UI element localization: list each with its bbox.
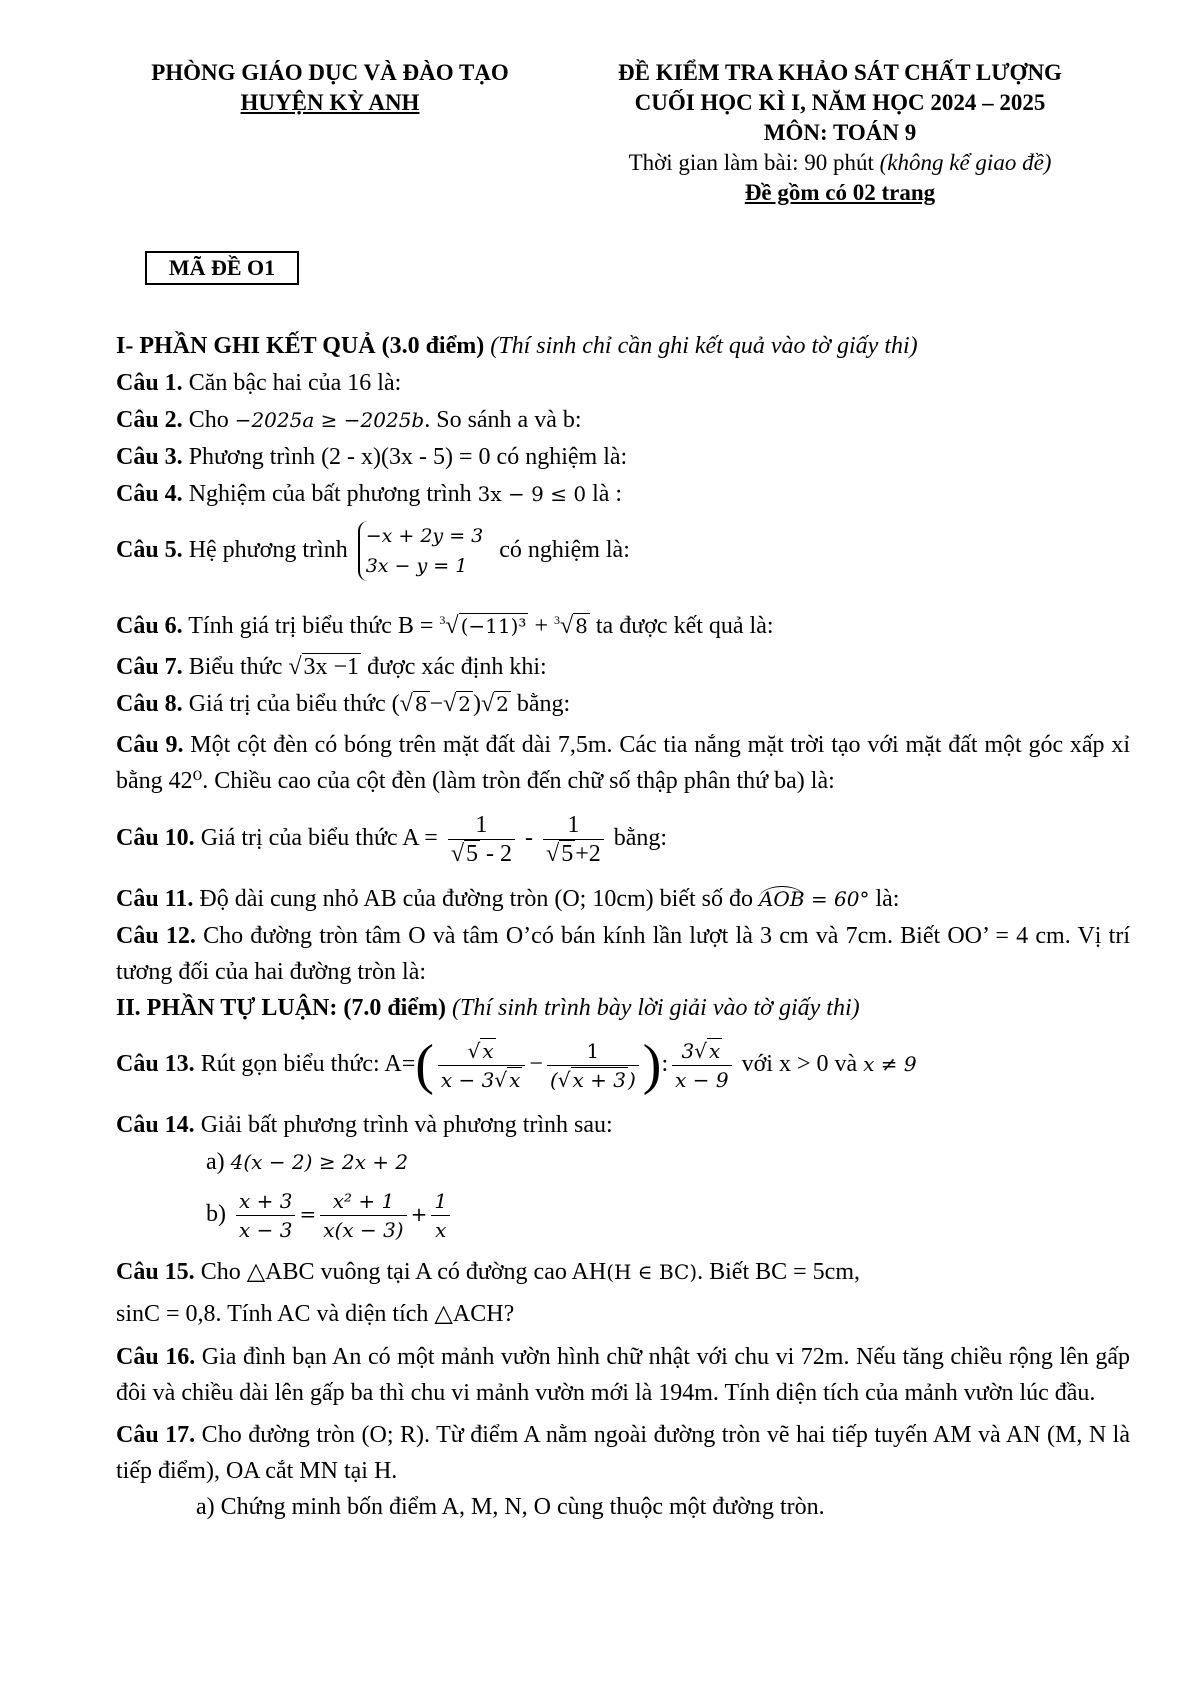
exam-content xyxy=(116,328,1130,1526)
question-14: Câu 14. Giải bất phương trình và phương trình sau: xyxy=(116,1112,613,1138)
question-17a: a) Chứng minh bốn điểm A, M, N, O cùng thuộc một đường tròn. xyxy=(196,1494,825,1520)
exam-code-box: MÃ ĐỀ O1 xyxy=(145,251,299,285)
fraction-2: $\frac{1}{√5+2}$ xyxy=(543,811,604,868)
question-5: Câu 5. Hệ phương trình −x + 2y = 3 3x − y = 1 có nghiệm là: xyxy=(116,513,1130,587)
district-name: HUYỆN KỲ ANH xyxy=(240,90,420,115)
question-9: Câu 9. Một cột đèn có bóng trên mặt đất dài 7,5m. Các tia nắng mặt trời tạo với mặt đất một góc xấp xỉ bằng 42⁰. Chiều cao của cột đèn (làm tròn đến chữ số thập phân thứ ba) là: xyxy=(116,732,1130,794)
question-3: Câu 3. Phương trình (2 - x)(3x - 5) = 0 có nghiệm là: xyxy=(116,444,628,470)
question-16: Câu 16. Gia đình bạn An có một mảnh vườn hình chữ nhật với chu vi 72m. Nếu tăng chiều rộng lên gấp đôi và chiều dài lên gấp ba thì chu vi mảnh vườn mới là 194m. Tính diện tích của mảnh vườn lúc đầu. xyxy=(116,1344,1130,1406)
question-1: Câu 1. Căn bậc hai của 16 là: xyxy=(116,370,402,396)
question-13: Câu 13. Rút gọn biểu thức: A=( $\frac{√ x}{x - 3√ x}$ − $\frac{1}{(√ x + 3 )}$ ): $\frac{3√ x}{x - 9}$ với x > 0 và x ≠ 9 xyxy=(116,1034,917,1097)
fraction-c: $\frac{3√ x}{x - 9}$ xyxy=(672,1037,731,1094)
question-15: Câu 15. Cho △ABC vuông tại A có đường cao AH(H ∈ BC). Biết BC = 5cm, xyxy=(116,1259,860,1285)
question-12: Câu 12. Cho đường tròn tâm O và tâm O’có bán kính lần lượt là 3 cm và 7cm. Biết OO’ = 4 cm. Vị trí tương đối của hai đường tròn là: xyxy=(116,923,1130,985)
question-14b: b) $\frac{x + 3}{x - 3}$ = $\frac{\text{x² + 1}}{x(x - 3)}$ + $\frac{1}{x}$ xyxy=(116,1181,1130,1247)
fraction-1: $\frac{1}{√5 - 2}$ xyxy=(448,811,515,868)
exam-time: Thời gian làm bài: 90 phút (không kể giao đề) xyxy=(628,150,1052,175)
question-6: Câu 6. Tính giá trị biểu thức B = $^3$√ (−11)³ + $^3$√ 8 ta được kết quả là: xyxy=(116,613,774,639)
fraction-b: $\frac{1}{(√ x + 3 )}$ xyxy=(547,1037,639,1094)
question-7: Câu 7. Biểu thức √3x −1 được xác định khi: xyxy=(116,654,547,680)
part1-heading: I- PHẦN GHI KẾT QUẢ (3.0 điểm) (Thí sinh chỉ cần ghi kết quả vào tờ giấy thi) xyxy=(116,333,918,359)
question-10: Câu 10. Giá trị của biểu thức A = $\frac{1}{√5 - 2}$ - $\frac{1}{√5+2}$ bằng: xyxy=(116,811,668,867)
exam-pages: Đề gồm có 02 trang xyxy=(744,180,936,205)
question-4: Câu 4. Nghiệm của bất phương trình 3x − 9 ≤ 0 là : xyxy=(116,481,623,507)
part2-heading: II. PHẦN TỰ LUẬN: (7.0 điểm) (Thí sinh trình bày lời giải vào tờ giấy thi) xyxy=(116,995,860,1021)
question-11: Câu 11. Độ dài cung nhỏ AB của đường tròn (O; 10cm) biết số đo AOB = 60° là: xyxy=(116,886,900,912)
dept-name: PHÒNG GIÁO DỤC VÀ ĐÀO TẠO xyxy=(151,60,509,85)
exam-title-1: ĐỀ KIỂM TRA KHẢO SÁT CHẤT LƯỢNG xyxy=(618,60,1062,85)
equation-system: −x + 2y = 3 3x − y = 1 xyxy=(358,521,484,581)
question-17: Câu 17. Cho đường tròn (O; R). Từ điểm A nằm ngoài đường tròn vẽ hai tiếp tuyến AM và AN (M, N là tiếp điểm), OA cắt MN tại H. xyxy=(116,1422,1130,1484)
question-2: Câu 2. Cho −2025a ≥ −2025b. So sánh a và b: xyxy=(116,407,582,433)
exam-title-2: CUỐI HỌC KÌ I, NĂM HỌC 2024 – 2025 xyxy=(634,90,1046,115)
question-14a: a) 4(x − 2) ≥ 2x + 2 xyxy=(206,1149,409,1175)
question-15-line2: sinC = 0,8. Tính AC và diện tích △ACH? xyxy=(116,1301,515,1327)
question-8: Câu 8. Giá trị của biểu thức (√ 8−√ 2)√ 2 bằng: xyxy=(116,691,571,717)
header-left xyxy=(100,58,560,118)
exam-subject: MÔN: TOÁN 9 xyxy=(763,120,917,145)
header-right xyxy=(570,58,1110,208)
fraction-a: $\frac{√ x}{x - 3√ x}$ xyxy=(438,1037,526,1094)
